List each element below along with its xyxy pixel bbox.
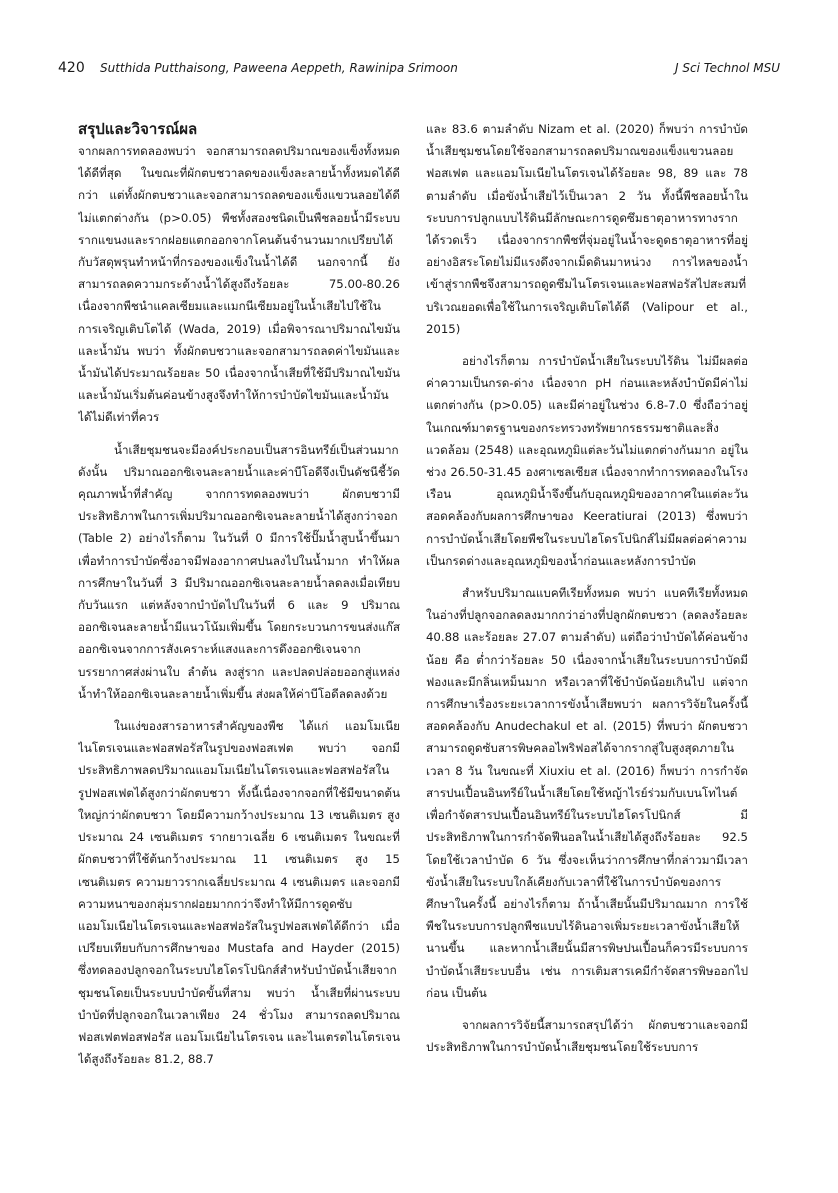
paragraph: จากผลการวิจัยนี้สามารถสรุปได้ว่า ผักตบชวาและจอกมีประสิทธิภาพในการบำบัดน้ำเสียชุมชนโดยใช้ระบบการ [426, 1017, 748, 1055]
paragraph: อย่างไรก็ตาม การบำบัดน้ำเสียในระบบไร้ดิน ไม่มีผลต่อค่าความเป็นกรด-ด่าง เนื่องจาก pH ก่อนและหลังบำบัดมีค่าไม่แตกต่างกัน (p>0.05) และมีค่าอยู่ในช่วง 6.8-7.0 ซึ่งถือว่าอยู่ในเกณฑ์มาตรฐานของกระทรวงทรัพยากรธรรมชาติและสิ่งแวดล้อม (2548) และอุณหภูมิแต่ละวันไม่แตกต่างกันมาก อยู่ในช่วง 26.50-31.45 องศาเซลเซียส เนื่องจากทำการทดลองในโรงเรือน อุณหภูมิน้ำจึงขึ้นกับอุณหภูมิของอากาศในแต่ละวัน สอดคล้องกับผลการศึกษาของ Keeratiurai (2013) ซึ่งพบว่า การบำบัดน้ำเสียโดยพืชในระบบไฮโดรโปนิกส์ไม่มีผลต่อค่าความเป็นกรดด่างและอุณหภูมิของน้ำก่อนและหลังการบำบัด [426, 354, 748, 568]
page-number: 420 [58, 60, 85, 76]
page-header [58, 60, 780, 82]
running-authors: Sutthida Putthaisong, Paweena Aeppeth, Rawinipa Srimoon [100, 61, 458, 75]
right-column [426, 118, 748, 1128]
journal-name: J Sci Technol MSU [675, 61, 780, 75]
left-column [78, 118, 400, 1128]
paragraph: จากผลการทดลองพบว่า จอกสามารถลดปริมาณของแข็งทั้งหมดได้ดีที่สุด ในขณะที่ผักตบชวาลดของแข็งละลายน้ำทั้งหมดได้ดีกว่า แต่ทั้งผักตบชวาและจอกสามารถลดของแข็งแขวนลอยได้ดีไม่แตกต่างกัน (p>0.05) พืชทั้งสองชนิดเป็นพืชลอยน้ำมีระบบรากแขนงและรากฝอยแตกออกจากโคนต้นจำนวนมากเปรียบได้กับวัสดุพรุนทำหน้าที่กรองของแข็งในน้ำได้ดี นอกจากนี้ ยังสามารถลดความกระด้างน้ำได้สูงถึงร้อยละ 75.00-80.26 เนื่องจากพืชนำแคลเซียมและแมกนีเซียมอยู่ในน้ำเสียไปใช้ในการเจริญเติบโตได้ (Wada, 2019) เมื่อพิจารณาปริมาณไขมันและน้ำมัน พบว่า ทั้งผักตบชวาและจอกสามารถลดค่าไขมันและน้ำมันได้ประมาณร้อยละ 50 เนื่องจากน้ำเสียที่ใช้มีปริมาณไขมันและน้ำมันเริ่มต้นค่อนข้างสูงจึงทำให้การบำบัดไขมันและน้ำมันได้ไม่ดีเท่าที่ควร [78, 144, 400, 425]
paragraph: น้ำเสียชุมชนจะมีองค์ประกอบเป็นสารอินทรีย์เป็นส่วนมาก ดังนั้น ปริมาณออกซิเจนละลายน้ำและค่าบีโอดีจึงเป็นดัชนีชี้วัดคุณภาพน้ำที่สำคัญ จากการทดลองพบว่า ผักตบชวามีประสิทธิภาพในการเพิ่มปริมาณออกซิเจนละลายน้ำได้สูงกว่าจอก (Table 2) อย่างไรก็ตาม ในวันที่ 0 มีการใช้ปั๊มน้ำสูบน้ำขึ้นมาเพื่อทำการบำบัดซึ่งอาจมีฟองอากาศปนลงไปในน้ำมาก ทำให้ผลการศึกษาในวันที่ 3 มีปริมาณออกซิเจนละลายน้ำลดลงเมื่อเทียบกับวันแรก แต่หลังจากบำบัดไปในวันที่ 6 และ 9 ปริมาณออกซิเจนละลายน้ำมีแนวโน้มเพิ่มขึ้น โดยกระบวนการขนส่งแก๊สออกซิเจนจากการสังเคราะห์แสงและการดึงออกซิเจนจากบรรยากาศส่งผ่านใบ ลำต้น ลงสู่ราก และปลดปล่อยออกสู่แหล่งน้ำทำให้ออกซิเจนละลายน้ำเพิ่มขึ้น ส่งผลให้ค่าบีโอดีลดลงด้วย [78, 442, 400, 701]
paragraph: ในแง่ของสารอาหารสำคัญของพืช ได้แก่ แอมโมเนียไนโตรเจนและฟอสฟอรัสในรูปของฟอสเฟต พบว่า จอกมีประสิทธิภาพลดปริมาณแอมโมเนียไนโตรเจนและฟอสฟอรัสในรูปฟอสเฟตได้สูงกว่าผักตบชวา ทั้งนี้เนื่องจากจอกที่ใช้มีขนาดต้นใหญ่กว่าผักตบชวา โดยมีความกว้างประมาณ 13 เซนติเมตร สูงประมาณ 24 เซนติเมตร รากยาวเฉลี่ย 6 เซนติเมตร ในขณะที่ผักตบชวาที่ใช้ต้นกว้างประมาณ 11 เซนติเมตร สูง 15 เซนติเมตร ความยาวรากเฉลี่ยประมาณ 4 เซนติเมตร และจอกมีความหนาของกลุ่มรากฝอยมากกว่าจึงทำให้มีการดูดซับแอมโมเนียไนโตรเจนและฟอสฟอรัสในรูปฟอสเฟตได้ดีกว่า เมื่อเปรียบเทียบกับการศึกษาของ Mustafa and Hayder (2015) ซึ่งทดลองปลูกจอกในระบบไฮโดรโปนิกส์สำหรับบำบัดน้ำเสียจากชุมชนโดยเป็นระบบบำบัดขั้นที่สาม พบว่า น้ำเสียที่ผ่านระบบบำบัดที่ปลูกจอกในเวลาเพียง 24 ชั่วโมง สามารถลดปริมาณฟอสเฟตฟอสฟอรัส แอมโมเนียไนโตรเจน และไนเตรตไนโตรเจน ได้สูงถึงร้อยละ 81.2, 88.7 [78, 719, 400, 1067]
paragraph: และ 83.6 ตามลำดับ Nizam et al. (2020) ก็พบว่า การบำบัดน้ำเสียชุมชนโดยใช้จอกสามารถลดปริมาณของแข็งแขวนลอย ฟอสเฟต และแอมโมเนียไนโตรเจนได้ร้อยละ 98, 89 และ 78 ตามลำดับ เมื่อขังน้ำเสียไว้เป็นเวลา 2 วัน ทั้งนี้พืชลอยน้ำในระบบการปลูกแบบไร้ดินมีลักษณะการดูดซึมธาตุอาหารทางรากได้รวดเร็ว เนื่องจากรากพืชที่จุ่มอยู่ในน้ำจะดูดธาตุอาหารที่อยู่อย่างอิสระโดยไม่มีแรงดึงจากเม็ดดินมาหน่วง การไหลของน้ำเข้าสู่รากพืชจึงสามารถดูดซึมไนโตรเจนและฟอสฟอรัสไปสะสมที่บริเวณยอดเพื่อใช้ในการเจริญเติบโตได้ดี (Valipour et al., 2015) [426, 122, 748, 336]
section-title: สรุปและวิจารณ์ผล [78, 120, 198, 138]
paragraph: สำหรับปริมาณแบคทีเรียทั้งหมด พบว่า แบคทีเรียทั้งหมดในอ่างที่ปลูกจอกลดลงมากกว่าอ่างที่ปลูกผักตบชวา (ลดลงร้อยละ 40.88 และร้อยละ 27.07 ตามลำดับ) แต่ถือว่าบำบัดได้ค่อนข้างน้อย คือ ต่ำกว่าร้อยละ 50 เนื่องจากน้ำเสียในระบบการบำบัดมีฟองและมีกลิ่นเหม็นมาก หรือเวลาที่ใช้บำบัดน้อยเกินไป แต่จากการศึกษาเรื่องระยะเวลาการขังน้ำเสียพบว่า ผลการวิจัยในครั้งนี้สอดคล้องกับ Anudechakul et al. (2015) ที่พบว่า ผักตบชวาสามารถดูดซับสารพิษคลอไพริฟอสได้จากรากสู่ใบสูงสุดภายในเวลา 8 วัน ในขณะที่ Xiuxiu et al. (2016) ก็พบว่า การกำจัดสารปนเปื้อนอินทรีย์ในน้ำเสียโดยใช้หญ้าไรย์ร่วมกับเบนโทไนต์เพื่อกำจัดสารปนเปื้อนอินทรีย์ในระบบไฮโดรโปนิกส์ มีประสิทธิภาพในการกำจัดฟีนอลในน้ำเสียได้สูงถึงร้อยละ 92.5 โดยใช้เวลาบำบัด 6 วัน ซึ่งจะเห็นว่าการศึกษาที่กล่าวมามีเวลาขังน้ำเสียในระบบใกล้เคียงกับเวลาที่ใช้ในการบำบัดของการศึกษาในครั้งนี้ อย่างไรก็ตาม ถ้าน้ำเสียนั้นมีปริมาณมาก การใช้พืชในระบบการปลูกพืชแบบไร้ดินอาจเพิ่มระยะเวลาขังน้ำเสียให้นานขึ้น และหากน้ำเสียนั้นมีสารพิษปนเปื้อนก็ควรมีระบบการบำบัดน้ำเสียระบบอื่น เช่น การเติมสารเคมีกำจัดสารพิษออกไปก่อน เป็นต้น [426, 586, 748, 1000]
